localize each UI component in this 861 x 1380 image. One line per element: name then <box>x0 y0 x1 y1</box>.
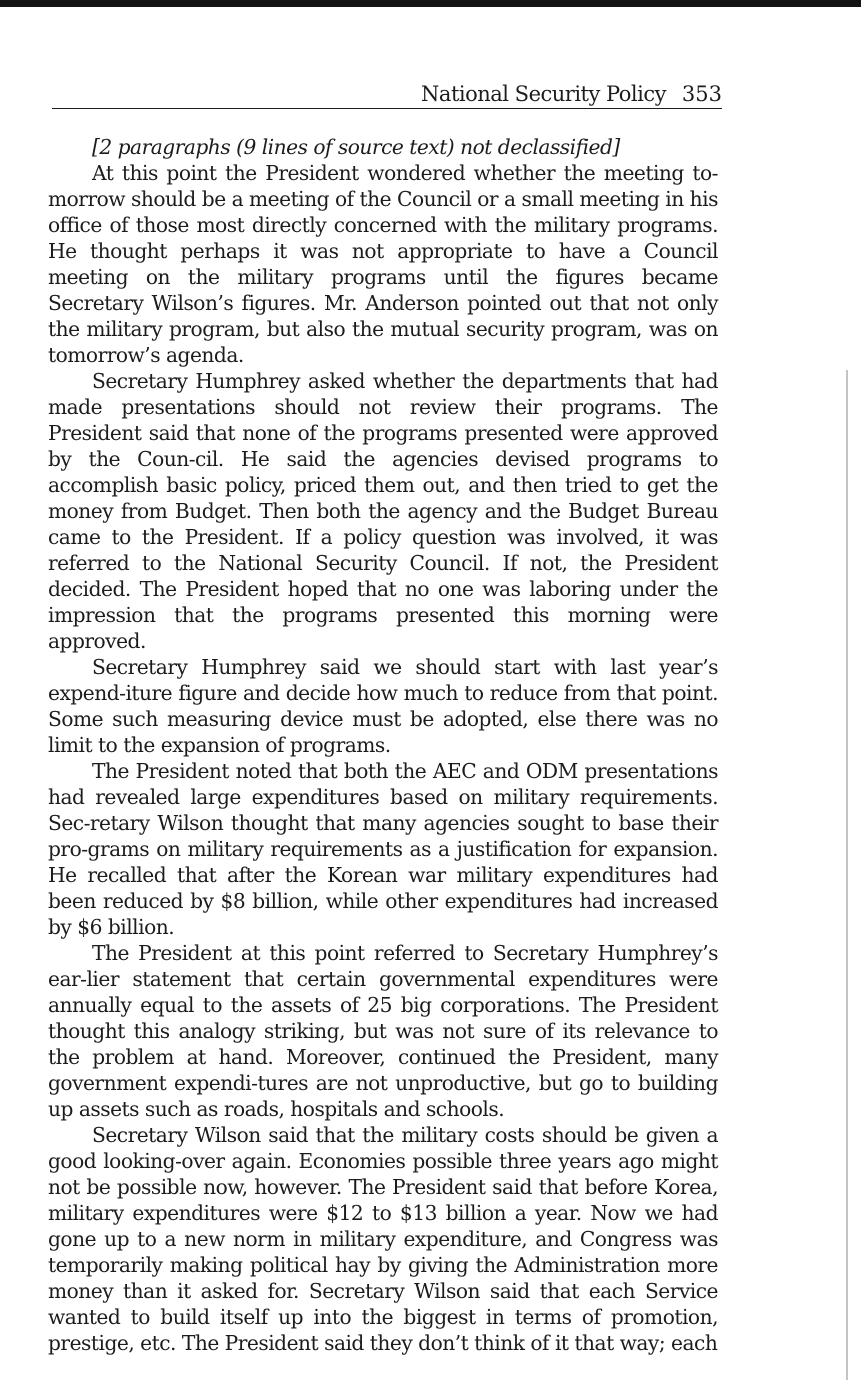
body-text <box>48 134 718 1356</box>
paragraph: Secretary Humphrey asked whether the departments that had made presentations should not review their programs. The President said that none of the programs presented were approved by the Coun-cil. He said the agencies devised programs to accomplish basic policy, priced them out, and then tried to get the money from Budget. Then both the agency and the Budget Bureau came to the President. If a policy question was involved, it was referred to the National Security Council. If not, the President decided. The President hoped that no one was laboring under the impression that the programs presented this morning were approved. <box>48 369 718 653</box>
page-number: 353 <box>681 82 722 106</box>
paragraph: Secretary Wilson said that the military costs should be given a good looking-over again. Economies possible three years ago might not be possible now, however. The President said that before Korea, military expenditures were $12 to $13 billion a year. Now we had gone up to a new norm in military expenditure, and Congress was temporarily making political hay by giving the Administration more money than it asked for. Secretary Wilson said that each Service wanted to build itself up into the biggest in terms of promotion, prestige, etc. The President said they don’t think of it that way; each <box>48 1123 718 1355</box>
running-head <box>52 80 722 109</box>
paragraph: The President at this point referred to Secretary Humphrey’s ear-lier statement that certain governmental expenditures were annually equal to the assets of 25 big corporations. The President thought this analogy striking, but was not sure of its relevance to the problem at hand. Moreover, continued the President, many government expendi-tures are not unproductive, but go to building up assets such as roads, hospitals and schools. <box>48 941 718 1121</box>
page-top-edge <box>0 0 861 7</box>
page-binding-edge <box>846 370 848 1380</box>
running-head-title: National Security Policy <box>421 82 666 106</box>
paragraph: Secretary Humphrey said we should start with last year’s expend-iture figure and decide how much to reduce from that point. Some such measuring device must be adopted, else there was no limit to the expansion of programs. <box>48 655 718 757</box>
editorial-note: [2 paragraphs (9 lines of source text) not declassified] <box>92 135 620 159</box>
paragraph: At this point the President wondered whether the meeting to-morrow should be a meeting of the Council or a small meeting in his office of those most directly concerned with the military programs. He thought perhaps it was not appropriate to have a Council meeting on the military programs until the figures became Secretary Wilson’s figures. Mr. Anderson pointed out that not only the military program, but also the mutual security program, was on tomorrow’s agenda. <box>48 161 718 367</box>
paragraph: The President noted that both the AEC and ODM presentations had revealed large expenditures based on military requirements. Sec-retary Wilson thought that many agencies sought to base their pro-grams on military requirements as a justification for expansion. He recalled that after the Korean war military expenditures had been reduced by $8 billion, while other expenditures had increased by $6 billion. <box>48 759 718 939</box>
